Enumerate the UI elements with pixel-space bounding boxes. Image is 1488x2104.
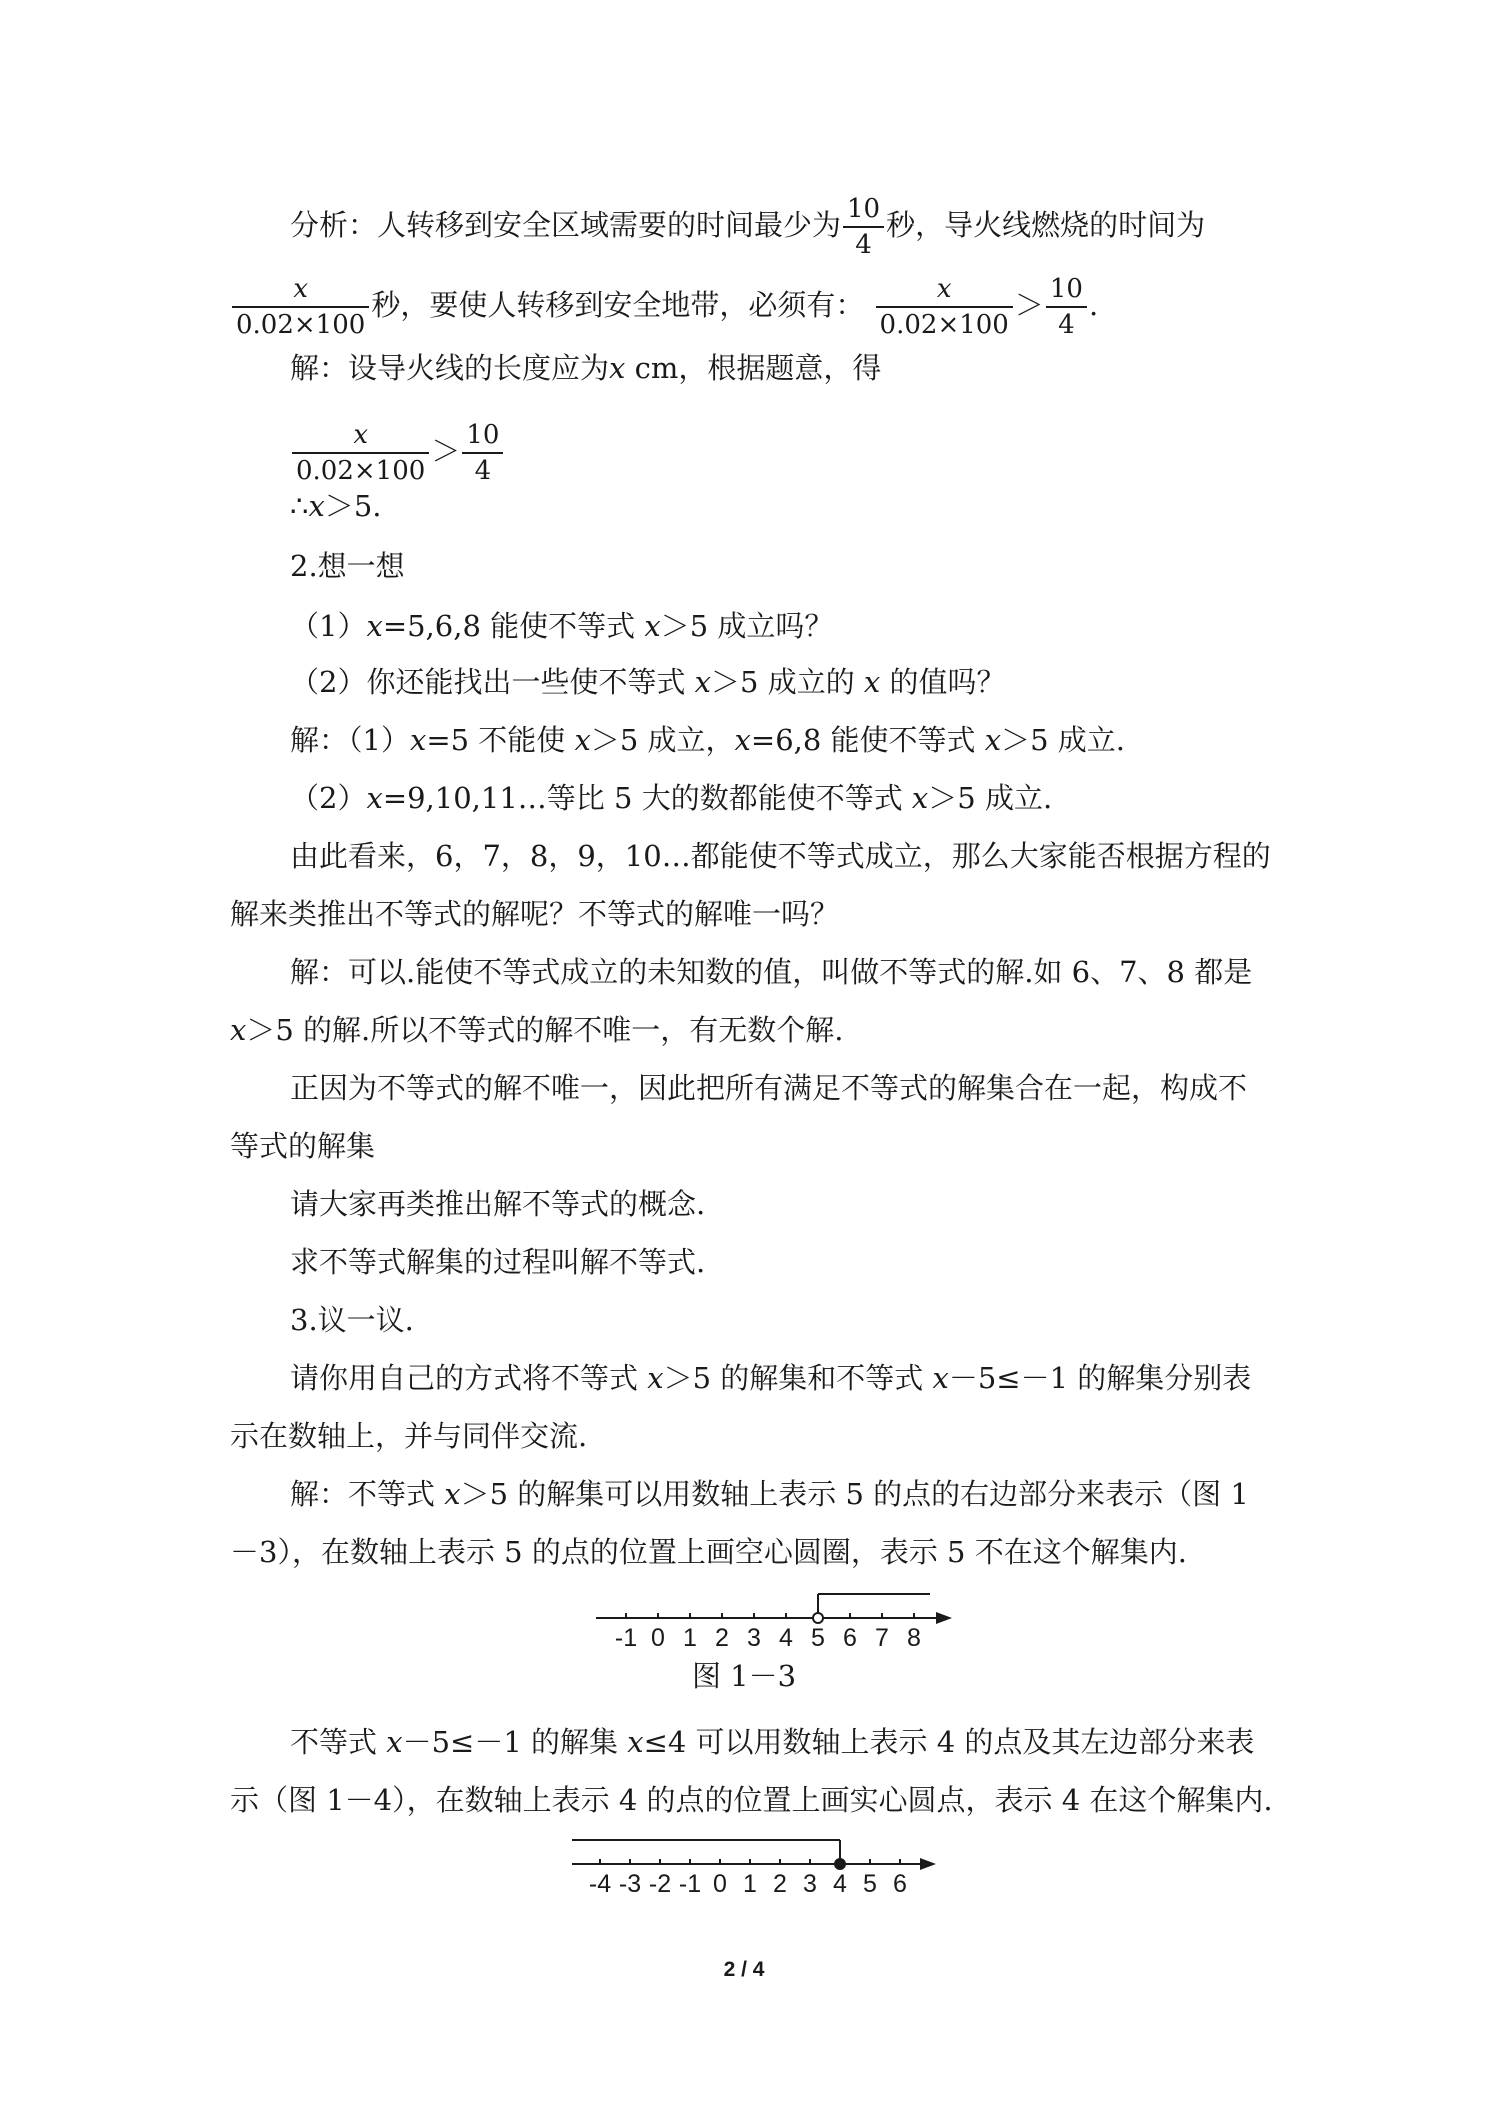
solution1-line: 解：设导火线的长度应为x cm，根据题意，得 — [290, 351, 882, 385]
gt-sign: ＞ — [1014, 288, 1044, 322]
tick-label: -1 — [678, 1870, 702, 1898]
paragraph-2-line-1: 解：可以.能使不等式成立的未知数的值，叫做不等式的解.如 6、7、8 都是 — [290, 955, 1253, 989]
tick-label: 4 — [779, 1624, 793, 1652]
paragraph-2-line-2: x＞5 的解.所以不等式的解不唯一，有无数个解. — [230, 1013, 844, 1047]
fraction-time: $\frac{10}{4}$ — [843, 192, 884, 262]
axis-arrow-icon — [920, 1858, 936, 1870]
fraction-burn: $\frac{x}{0.02\times 100}$ — [232, 272, 369, 342]
solution1-inequality: $\frac{x}{0.02\times 100}$ ＞ $\frac{10}{4}$ — [290, 418, 1330, 488]
section3-p1-line-2: 示在数轴上，并与同伴交流. — [230, 1419, 588, 1453]
tick-label: 6 — [843, 1624, 857, 1652]
tick-label: -1 — [614, 1624, 638, 1652]
tick-label: 2 — [773, 1870, 787, 1898]
fraction-lhs: $\frac{x}{0.02\times 100}$ — [292, 418, 429, 488]
analysis-text: 秒，导火线燃烧的时间为 — [886, 208, 1206, 242]
paragraph-5: 求不等式解集的过程叫解不等式. — [290, 1245, 706, 1279]
paragraph-3-line-2: 等式的解集 — [230, 1129, 376, 1163]
tick-label: 7 — [875, 1624, 889, 1652]
tick-label: 1 — [743, 1870, 757, 1898]
paragraph-3-line-1: 正因为不等式的解不唯一，因此把所有满足不等式的解集合在一起，构成不 — [290, 1071, 1248, 1105]
paragraph-1-line-1: 由此看来，6，7，8，9，10…都能使不等式成立，那么大家能否根据方程的 — [290, 839, 1271, 873]
section2-heading: 2.想一想 — [290, 549, 405, 583]
section3-p2-line-2: －3），在数轴上表示 5 的点的位置上画空心圆圈，表示 5 不在这个解集内. — [230, 1535, 1187, 1569]
number-line-figure-1-4 — [566, 1834, 986, 1898]
paragraph-4: 请大家再类推出解不等式的概念. — [290, 1187, 706, 1221]
fraction-ineq-lhs: $\frac{x}{0.02\times 100}$ — [876, 272, 1013, 342]
tick-label: 3 — [803, 1870, 817, 1898]
section2-q1: （1）x=5,6,8 能使不等式 x＞5 成立吗？ — [290, 609, 834, 643]
solid-dot-point — [835, 1859, 845, 1869]
paragraph-1-line-2: 解来类推出不等式的解呢？不等式的解唯一吗？ — [230, 897, 840, 931]
open-circle-point — [813, 1613, 823, 1623]
tick-label: 8 — [907, 1624, 921, 1652]
tick-label: 0 — [651, 1624, 665, 1652]
tick-label: 5 — [811, 1624, 825, 1652]
section3-p2-line-1: 解：不等式 x＞5 的解集可以用数轴上表示 5 的点的右边部分来表示（图 1 — [290, 1477, 1249, 1511]
axis-arrow-icon — [936, 1612, 952, 1624]
tick-label: 2 — [715, 1624, 729, 1652]
section3-p3-line-2: 示（图 1－4），在数轴上表示 4 的点的位置上画实心圆点，表示 4 在这个解集内. — [230, 1783, 1273, 1817]
tick-label: -3 — [618, 1870, 642, 1898]
tick-label: 4 — [833, 1870, 847, 1898]
section2-s1: 解：（1）x=5 不能使 x＞5 成立，x=6,8 能使不等式 x＞5 成立. — [290, 723, 1125, 757]
tick-label: 0 — [713, 1870, 727, 1898]
section3-p3-line-1: 不等式 x－5≤－1 的解集 x≤4 可以用数轴上表示 4 的点及其左边部分来表 — [290, 1725, 1255, 1759]
tick-label: 6 — [893, 1870, 907, 1898]
tick-label: 3 — [747, 1624, 761, 1652]
analysis-text: 分析：人转移到安全区域需要的时间最少为 — [290, 208, 842, 242]
section2-q2: （2）你还能找出一些使不等式 x＞5 成立的 x 的值吗？ — [290, 665, 1006, 699]
number-line-figure-1-3 — [590, 1588, 970, 1652]
analysis-line-1 — [290, 192, 1330, 262]
section3-p1-line-1: 请你用自己的方式将不等式 x＞5 的解集和不等式 x－5≤－1 的解集分别表 — [290, 1361, 1252, 1395]
tick-label: -2 — [648, 1870, 672, 1898]
fraction-ineq-rhs: $\frac{10}{4}$ — [1046, 272, 1087, 342]
therefore-line: ∴x＞5. — [290, 489, 382, 523]
analysis-line-2: $\frac{x}{0.02\times 100}$ 秒，要使人转移到安全地带，必须有： $\frac{x}{0.02\times 100}$ ＞ $\frac{10}{4}$ . — [230, 272, 1270, 342]
section2-s2: （2）x=9,10,11…等比 5 大的数都能使不等式 x＞5 成立. — [290, 781, 1053, 815]
section3-heading: 3.议一议. — [290, 1303, 414, 1337]
analysis-text: 秒，要使人转移到安全地带，必须有： — [371, 288, 865, 322]
tick-label: -4 — [588, 1870, 612, 1898]
page-number: 2 / 4 — [723, 1958, 765, 1981]
tick-label: 5 — [863, 1870, 877, 1898]
figure-caption-1-3: 图 1－3 — [691, 1659, 797, 1693]
tick-label: 1 — [683, 1624, 697, 1652]
fraction-rhs: $\frac{10}{4}$ — [462, 418, 503, 488]
